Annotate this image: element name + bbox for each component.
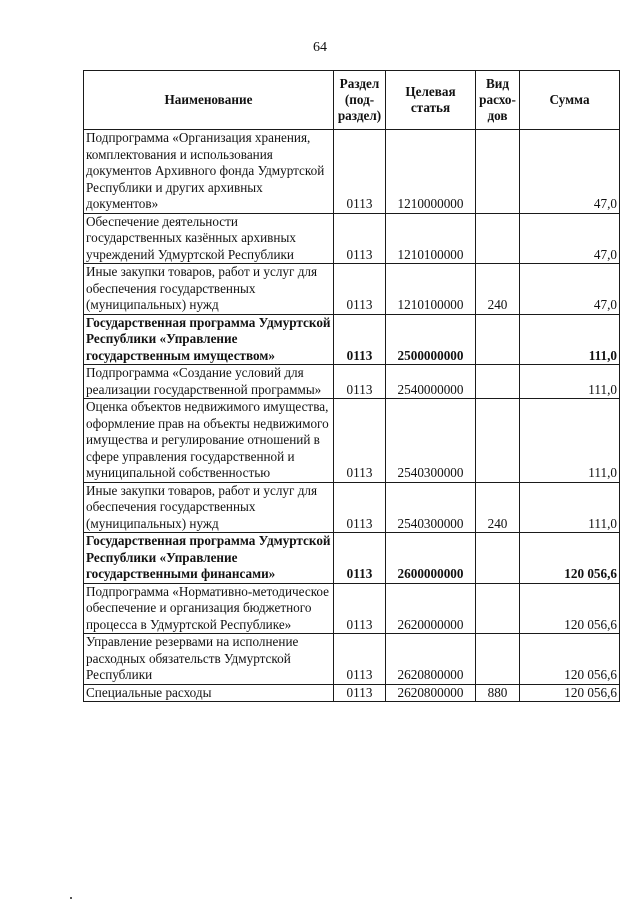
row-target: 2540000000 bbox=[386, 365, 476, 399]
row-name: Специальные расходы bbox=[84, 684, 334, 702]
row-name: Управление резервами на исполнение расходных обязательств Удмуртской Республики bbox=[84, 634, 334, 685]
row-section: 0113 bbox=[334, 264, 386, 315]
row-kind bbox=[476, 314, 520, 365]
row-sum: 120 056,6 bbox=[520, 533, 620, 584]
row-section: 0113 bbox=[334, 213, 386, 264]
row-target: 1210100000 bbox=[386, 264, 476, 315]
row-kind: 240 bbox=[476, 264, 520, 315]
row-section: 0113 bbox=[334, 482, 386, 533]
row-sum: 47,0 bbox=[520, 264, 620, 315]
row-sum: 111,0 bbox=[520, 399, 620, 483]
row-name: Подпрограмма «Создание условий для реализации государственной программы» bbox=[84, 365, 334, 399]
row-section: 0113 bbox=[334, 583, 386, 634]
row-sum: 120 056,6 bbox=[520, 684, 620, 702]
header-kind: Вид расхо-дов bbox=[476, 71, 520, 130]
table-row bbox=[84, 399, 620, 483]
row-sum: 47,0 bbox=[520, 213, 620, 264]
table-row bbox=[84, 583, 620, 634]
table-header-row bbox=[84, 71, 620, 130]
row-name: Государственная программа Удмуртской Республики «Управление государственными финансами» bbox=[84, 533, 334, 584]
row-name: Подпрограмма «Организация хранения, комплектования и использования документов Архивного фонда Удмуртской Республики и других архивных документов» bbox=[84, 130, 334, 214]
header-sum: Сумма bbox=[520, 71, 620, 130]
row-name: Обеспечение деятельности государственных казённых архивных учреждений Удмуртской Республики bbox=[84, 213, 334, 264]
row-kind bbox=[476, 213, 520, 264]
row-section: 0113 bbox=[334, 533, 386, 584]
row-kind: 240 bbox=[476, 482, 520, 533]
row-target: 2620800000 bbox=[386, 684, 476, 702]
row-kind bbox=[476, 634, 520, 685]
table-row-program bbox=[84, 314, 620, 365]
row-sum: 111,0 bbox=[520, 482, 620, 533]
row-sum: 120 056,6 bbox=[520, 634, 620, 685]
row-name: Подпрограмма «Нормативно-методическое обеспечение и организация бюджетного процесса в Удмуртской Республике» bbox=[84, 583, 334, 634]
row-section: 0113 bbox=[334, 634, 386, 685]
table-row bbox=[84, 684, 620, 702]
budget-table bbox=[83, 70, 620, 702]
scan-speck bbox=[70, 897, 72, 899]
row-name: Государственная программа Удмуртской Республики «Управление государственным имуществом» bbox=[84, 314, 334, 365]
row-target: 2620800000 bbox=[386, 634, 476, 685]
row-section: 0113 bbox=[334, 314, 386, 365]
header-section: Раздел (под-раздел) bbox=[334, 71, 386, 130]
row-name: Иные закупки товаров, работ и услуг для обеспечения государственных (муниципальных) нужд bbox=[84, 482, 334, 533]
row-name: Оценка объектов недвижимого имущества, оформление прав на объекты недвижимого имущества и регулирование отношений в сфере управления государственной и муниципальной собственностью bbox=[84, 399, 334, 483]
row-section: 0113 bbox=[334, 365, 386, 399]
row-kind bbox=[476, 583, 520, 634]
page-number: 64 bbox=[313, 40, 327, 55]
row-target: 2540300000 bbox=[386, 399, 476, 483]
table-row bbox=[84, 482, 620, 533]
row-section: 0113 bbox=[334, 684, 386, 702]
row-sum: 111,0 bbox=[520, 365, 620, 399]
row-target: 2620000000 bbox=[386, 583, 476, 634]
row-kind bbox=[476, 365, 520, 399]
table-row bbox=[84, 264, 620, 315]
row-kind bbox=[476, 399, 520, 483]
row-kind: 880 bbox=[476, 684, 520, 702]
row-sum: 111,0 bbox=[520, 314, 620, 365]
table-row bbox=[84, 213, 620, 264]
row-kind bbox=[476, 130, 520, 214]
header-target: Целевая статья bbox=[386, 71, 476, 130]
header-name: Наименование bbox=[84, 71, 334, 130]
row-target: 1210100000 bbox=[386, 213, 476, 264]
row-target: 2600000000 bbox=[386, 533, 476, 584]
table-row-program bbox=[84, 533, 620, 584]
table-row bbox=[84, 130, 620, 214]
row-name: Иные закупки товаров, работ и услуг для обеспечения государственных (муниципальных) нужд bbox=[84, 264, 334, 315]
row-target: 2500000000 bbox=[386, 314, 476, 365]
row-target: 2540300000 bbox=[386, 482, 476, 533]
row-sum: 47,0 bbox=[520, 130, 620, 214]
row-sum: 120 056,6 bbox=[520, 583, 620, 634]
row-target: 1210000000 bbox=[386, 130, 476, 214]
row-kind bbox=[476, 533, 520, 584]
table-row bbox=[84, 634, 620, 685]
row-section: 0113 bbox=[334, 399, 386, 483]
row-section: 0113 bbox=[334, 130, 386, 214]
table-row bbox=[84, 365, 620, 399]
